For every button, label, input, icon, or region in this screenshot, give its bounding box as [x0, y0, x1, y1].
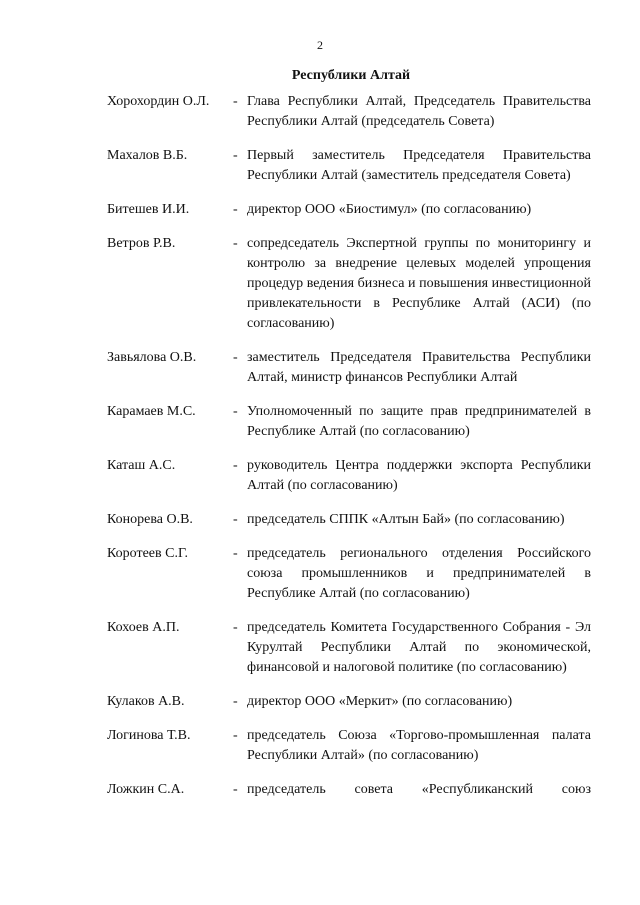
- member-role: Глава Республики Алтай, Председатель Правительства Республики Алтай (председатель Совета): [247, 94, 591, 129]
- list-item: [107, 726, 591, 766]
- member-name: Коротеев С.Г.: [107, 546, 188, 561]
- list-item: [107, 402, 591, 442]
- list-item: [107, 200, 591, 220]
- list-item: [107, 234, 591, 334]
- list-item: [107, 780, 591, 800]
- member-name: Карамаев М.С.: [107, 404, 196, 419]
- member-role: Уполномоченный по защите прав предпринимателей в Республике Алтай (по согласованию): [247, 404, 591, 439]
- list-item: [107, 692, 591, 712]
- member-dash: -: [233, 148, 238, 163]
- member-role: председатель совета «Республиканский союз: [247, 782, 591, 797]
- list-item: [107, 348, 591, 388]
- member-name: Махалов В.Б.: [107, 148, 188, 163]
- member-dash: -: [233, 728, 238, 743]
- member-name: Кулаков А.В.: [107, 694, 185, 709]
- member-role: директор ООО «Меркит» (по согласованию): [247, 694, 513, 709]
- member-name: Конорева О.В.: [107, 512, 193, 527]
- member-dash: -: [233, 202, 238, 217]
- member-role: председатель Союза «Торгово-промышленная палата Республики Алтай» (по согласованию): [247, 728, 591, 763]
- page-number: 2: [317, 38, 323, 52]
- member-role: директор ООО «Биостимул» (по согласованию): [247, 202, 532, 217]
- member-name: Кохоев А.П.: [107, 620, 180, 635]
- list-item: [107, 92, 591, 132]
- member-name: Логинова Т.В.: [107, 728, 191, 743]
- member-dash: -: [233, 404, 238, 419]
- member-role: председатель СППК «Алтын Бай» (по согласованию): [247, 512, 565, 527]
- list-item: [107, 456, 591, 496]
- member-name: Завьялова О.В.: [107, 350, 197, 365]
- member-name: Ветров Р.В.: [107, 236, 176, 251]
- member-role: председатель регионального отделения Российского союза промышленников и предпринимателей в Республике Алтай (по согласованию): [247, 546, 591, 601]
- member-dash: -: [233, 620, 238, 635]
- member-role: сопредседатель Экспертной группы по мониторингу и контролю за внедрение целевых моделей упрощения процедур ведения бизнеса и повышения инвестиционной привлекательности в Республике Алтай (АСИ) (по согласованию): [247, 236, 591, 331]
- member-dash: -: [233, 782, 238, 797]
- members-list: [107, 92, 591, 814]
- member-dash: -: [233, 94, 238, 109]
- member-dash: -: [233, 236, 238, 251]
- member-name: Битешев И.И.: [107, 202, 190, 217]
- list-item: [107, 618, 591, 678]
- member-dash: -: [233, 350, 238, 365]
- member-name: Каташ А.С.: [107, 458, 176, 473]
- list-item: [107, 510, 591, 530]
- member-role: заместитель Председателя Правительства Республики Алтай, министр финансов Республики Алтай: [247, 350, 591, 385]
- section-title: Республики Алтай: [291, 68, 411, 83]
- member-name: Хорохордин О.Л.: [107, 94, 210, 109]
- list-item: [107, 146, 591, 186]
- list-item: [107, 544, 591, 604]
- member-role: председатель Комитета Государственного Собрания - Эл Курултай Республики Алтай по экономической, финансовой и налоговой политике (по согласованию): [247, 620, 591, 675]
- member-role: руководитель Центра поддержки экспорта Республики Алтай (по согласованию): [247, 458, 591, 493]
- member-name: Ложкин С.А.: [107, 782, 185, 797]
- member-dash: -: [233, 694, 238, 709]
- member-dash: -: [233, 546, 238, 561]
- member-dash: -: [233, 512, 238, 527]
- member-role: Первый заместитель Председателя Правительства Республики Алтай (заместитель председателя Совета): [247, 148, 591, 183]
- member-dash: -: [233, 458, 238, 473]
